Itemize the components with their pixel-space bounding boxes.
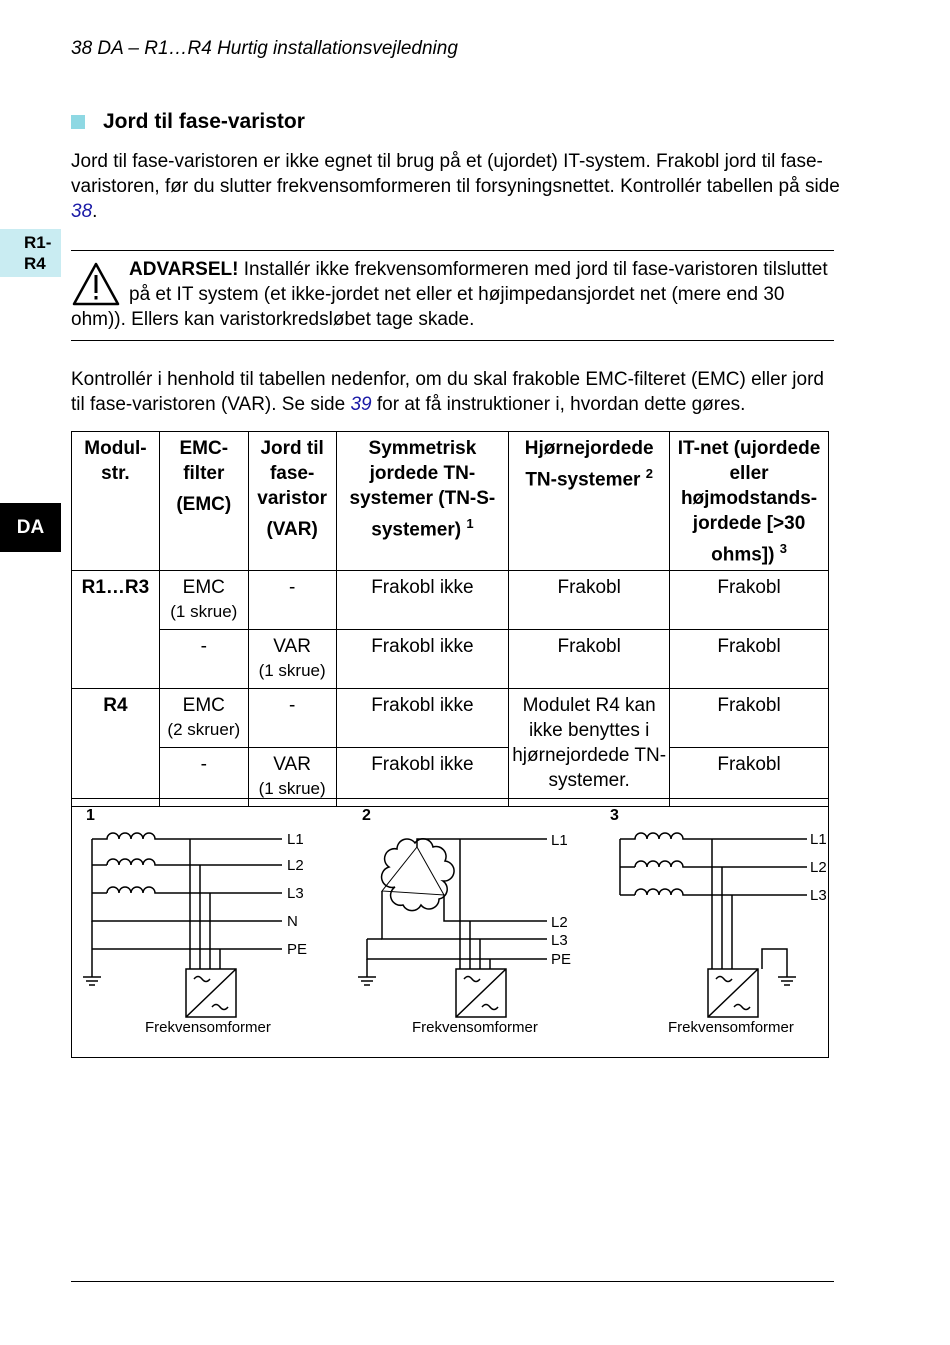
section-title: Jord til fase-varistor [103, 110, 305, 133]
diagram-3-circuit [620, 833, 807, 1017]
diagram-2-circuit [358, 839, 547, 1017]
col-header-emc-abbr: (EMC) [176, 494, 232, 515]
frame-size-tab-label: R1- R4 [24, 233, 52, 273]
diagram-2-caption: Frekvensomformer [412, 1019, 538, 1036]
cell-it: Frakobl [670, 630, 829, 689]
diagram-2-l1-label: L1 [551, 832, 568, 849]
diagram-1-l2-label: L2 [287, 857, 304, 874]
diagram-2-l3-label: L3 [551, 932, 568, 949]
grounding-diagrams [71, 798, 829, 1058]
cell-var-text: VAR [273, 754, 311, 776]
col-header-corner [509, 432, 670, 571]
cell-corner: Frakobl [509, 630, 670, 689]
diagram-3-caption: Frekvensomformer [668, 1019, 794, 1036]
col-header-frame [72, 432, 160, 571]
cell-it: Frakobl [670, 748, 829, 807]
cell-tn: Frakobl ikke [336, 571, 509, 630]
diagram-2-l2-label: L2 [551, 914, 568, 931]
table-row [72, 571, 829, 630]
col-header-emc-text: EMC-filter [179, 438, 229, 484]
cell-corner-r4: Modulet R4 kan ikke benyttes i hjørnejordede TN-systemer. [509, 689, 670, 807]
cell-var-text: VAR [273, 636, 311, 658]
diagram-3-l3-label: L3 [810, 887, 827, 904]
col-header-it-text: IT-net (ujordede eller højmodstands-jordede [>30 ohms]) [677, 438, 821, 566]
warning-triangle-icon [71, 261, 121, 307]
cell-tn: Frakobl ikke [336, 748, 509, 807]
check-end: for at få instruktioner i, hvordan dette gøres. [371, 394, 746, 415]
cell-var: - [248, 689, 336, 748]
col-header-it-note: 3 [779, 541, 787, 556]
cell-it: Frakobl [670, 571, 829, 630]
diagram-3-number: 3 [610, 807, 619, 824]
warning-text: Installér ikke frekvensomformeren med jord til fase-varistoren tilsluttet på et IT system (et ikke-jordet net eller et højimpedansjordet net (mere end 30 ohm)). Ellers kan varistorkredsløbet tage skade. [71, 259, 828, 330]
disconnect-table [71, 431, 829, 807]
col-header-tn [336, 432, 509, 571]
diagram-1-caption: Frekvensomformer [145, 1019, 271, 1036]
diagram-1-l3-label: L3 [287, 885, 304, 902]
cell-emc: - [159, 748, 248, 807]
check-paragraph [71, 367, 841, 417]
check-text: Kontrollér i henhold til tabellen nedenfor, om du skal frakoble EMC-filteret (EMC) eller jord til fase-varistoren (VAR). Se side [71, 369, 824, 415]
cell-var-note: (1 skrue) [258, 779, 326, 799]
col-header-var-abbr: (VAR) [266, 519, 318, 540]
section-bullet-icon [71, 115, 85, 129]
cell-tn: Frakobl ikke [336, 630, 509, 689]
cell-var-note: (1 skrue) [258, 661, 326, 681]
table-row [72, 689, 829, 748]
warning-top-rule [71, 250, 834, 251]
intro-paragraph [71, 149, 841, 224]
warning-label: ADVARSEL! [129, 259, 239, 280]
page-link-38[interactable]: 38 [71, 201, 93, 222]
row-label-r1-r3: R1…R3 [72, 571, 160, 689]
intro-text: Jord til fase-varistoren er ikke egnet til brug på et (ujordet) IT-system. Frakobl jord til fase-varistoren, før du slutter frekvensomformeren til forsyningsnettet. Kontrollér tabellen på side [71, 151, 840, 197]
col-header-it [670, 432, 829, 571]
cell-it: Frakobl [670, 689, 829, 748]
row-label-r4: R4 [72, 689, 160, 807]
col-header-tn-text: Symmetrisk jordede TN-systemer (TN-S-systemer) [349, 438, 496, 541]
diagram-1-number: 1 [86, 807, 95, 824]
cell-corner: Frakobl [509, 571, 670, 630]
col-header-var [248, 432, 336, 571]
frame-size-tab [0, 229, 61, 277]
diagram-1-l1-label: L1 [287, 831, 304, 848]
cell-var: - [248, 571, 336, 630]
col-header-var-text: Jord til fase-varistor [257, 438, 327, 509]
warning-bottom-rule [71, 340, 834, 341]
col-header-frame-text: Modul-str. [84, 438, 147, 484]
page-link-39[interactable]: 39 [350, 394, 372, 415]
warning-box [71, 257, 836, 332]
diagram-2-number: 2 [362, 807, 371, 824]
cell-emc [159, 571, 248, 630]
col-header-emc [159, 432, 248, 571]
cell-emc [159, 689, 248, 748]
cell-emc-text: EMC [182, 577, 225, 599]
intro-end: . [92, 201, 98, 222]
cell-emc-note: (2 skruer) [167, 720, 241, 740]
page-header: 38 DA – R1…R4 Hurtig installationsvejledning [71, 38, 458, 59]
diagram-3-l1-label: L1 [810, 831, 827, 848]
diagram-2-pe-label: PE [551, 951, 572, 968]
cell-emc-text: EMC [182, 695, 225, 717]
table-header-row [72, 432, 829, 571]
language-tab: DA [0, 503, 61, 552]
table-row [72, 630, 829, 689]
diagram-1-pe-label: PE [287, 941, 308, 958]
col-header-tn-note: 1 [466, 516, 474, 531]
diagram-3-l2-label: L2 [810, 859, 827, 876]
diagram-1-circuit [83, 833, 282, 1017]
section-heading [71, 110, 305, 134]
cell-tn: Frakobl ikke [336, 689, 509, 748]
col-header-corner-text: Hjørnejordede TN-systemer [524, 438, 654, 491]
col-header-corner-note: 2 [645, 466, 653, 481]
cell-emc: - [159, 630, 248, 689]
diagram-1-n-label: N [287, 913, 298, 930]
cell-var [248, 630, 336, 689]
footer-rule [71, 1281, 834, 1282]
cell-emc-note: (1 skrue) [170, 602, 238, 622]
